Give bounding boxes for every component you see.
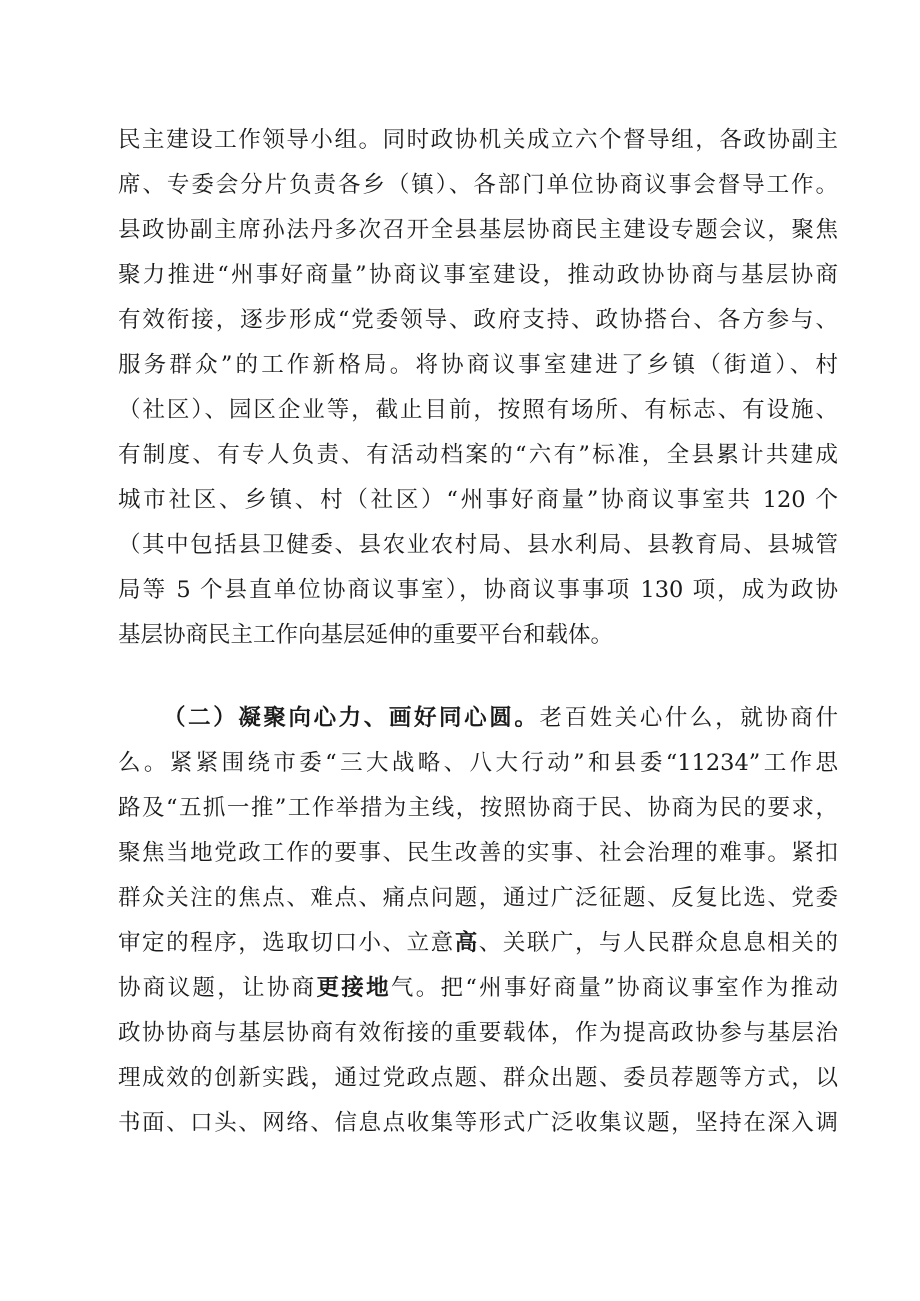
paragraph2-line-6	[118, 921, 838, 965]
paragraph1-line-7: （社区）、园区企业等，截止目前，按照有场所、有标志、有设施、	[118, 397, 838, 423]
paragraph1-line-4: 聚力推进“州事好商量”协商议事室建设，推动政协协商与基层协商	[118, 262, 838, 288]
paragraph1-line-5: 有效衔接，逐步形成“党委领导、政府支持、政协搭台、各方参与、	[118, 307, 838, 333]
paragraph2-line-7	[118, 966, 838, 1010]
line-6-bold: 高	[454, 930, 479, 956]
paragraph2-line-3: 路及“五抓一推”工作举措为主线，按照协商于民、协商为民的要求，	[118, 795, 838, 821]
paragraph1-line-10: （其中包括县卫健委、县农业农村局、县水利局、县教育局、县城管	[118, 532, 838, 558]
paragraph2-line-8: 政协协商与基层协商有效衔接的重要载体，作为提高政协参与基层治	[118, 1020, 838, 1046]
line-7-bold: 更接地	[316, 975, 391, 1001]
paragraph2-line-10: 书面、口头、网络、信息点收集等形式广泛收集议题，坚持在深入调	[118, 1110, 838, 1136]
line-6-before: 审定的程序，选取切口小、立意	[118, 930, 455, 956]
paragraph1-line-9: 城市社区、乡镇、村（社区）“州事好商量”协商议事室共 120 个	[118, 487, 838, 513]
paragraph2-line-1	[163, 696, 838, 740]
paragraph2-line-5: 群众关注的焦点、难点、痛点问题，通过广泛征题、反复比选、党委	[118, 885, 838, 911]
paragraph1-line-8: 有制度、有专人负责、有活动档案的“六有”标准，全县累计共建成	[118, 442, 838, 468]
paragraph1-line-1: 民主建设工作领导小组。同时政协机关成立六个督导组，各政协副主	[118, 127, 838, 153]
paragraph2-line-9: 理成效的创新实践，通过党政点题、群众出题、委员荐题等方式，以	[118, 1065, 838, 1091]
paragraph1-line-12: 基层协商民主工作向基层延伸的重要平台和载体。	[118, 622, 614, 648]
paragraph2-line-1-rest: 老百姓关心什么，就协商什	[539, 705, 838, 731]
paragraph1-line-11: 局等 5 个县直单位协商议事室），协商议事事项 130 项，成为政协	[118, 577, 838, 603]
paragraph1-line-3: 县政协副主席孙法丹多次召开全县基层协商民主建设专题会议，聚焦	[118, 217, 838, 243]
paragraph1-line-6: 服务群众”的工作新格局。将协商议事室建进了乡镇（街道）、村	[118, 352, 838, 378]
paragraph2-line-4: 聚焦当地党政工作的要事、民生改善的实事、社会治理的难事。紧扣	[118, 840, 838, 866]
line-7-before: 协商议题，让协商	[118, 975, 317, 1001]
line-7-after: 气。把“州事好商量”协商议事室作为推动	[390, 975, 838, 1001]
paragraph1-line-2: 席、专委会分片负责各乡（镇）、各部门单位协商议事会督导工作。	[118, 172, 838, 198]
section-heading: （二）凝聚向心力、画好同心圆。	[163, 705, 540, 731]
paragraph2-line-2: 么。紧紧围绕市委“三大战略、八大行动”和县委“11234”工作思	[118, 750, 838, 776]
line-6-after: 、关联广，与人民群众息息相关的	[478, 930, 838, 956]
